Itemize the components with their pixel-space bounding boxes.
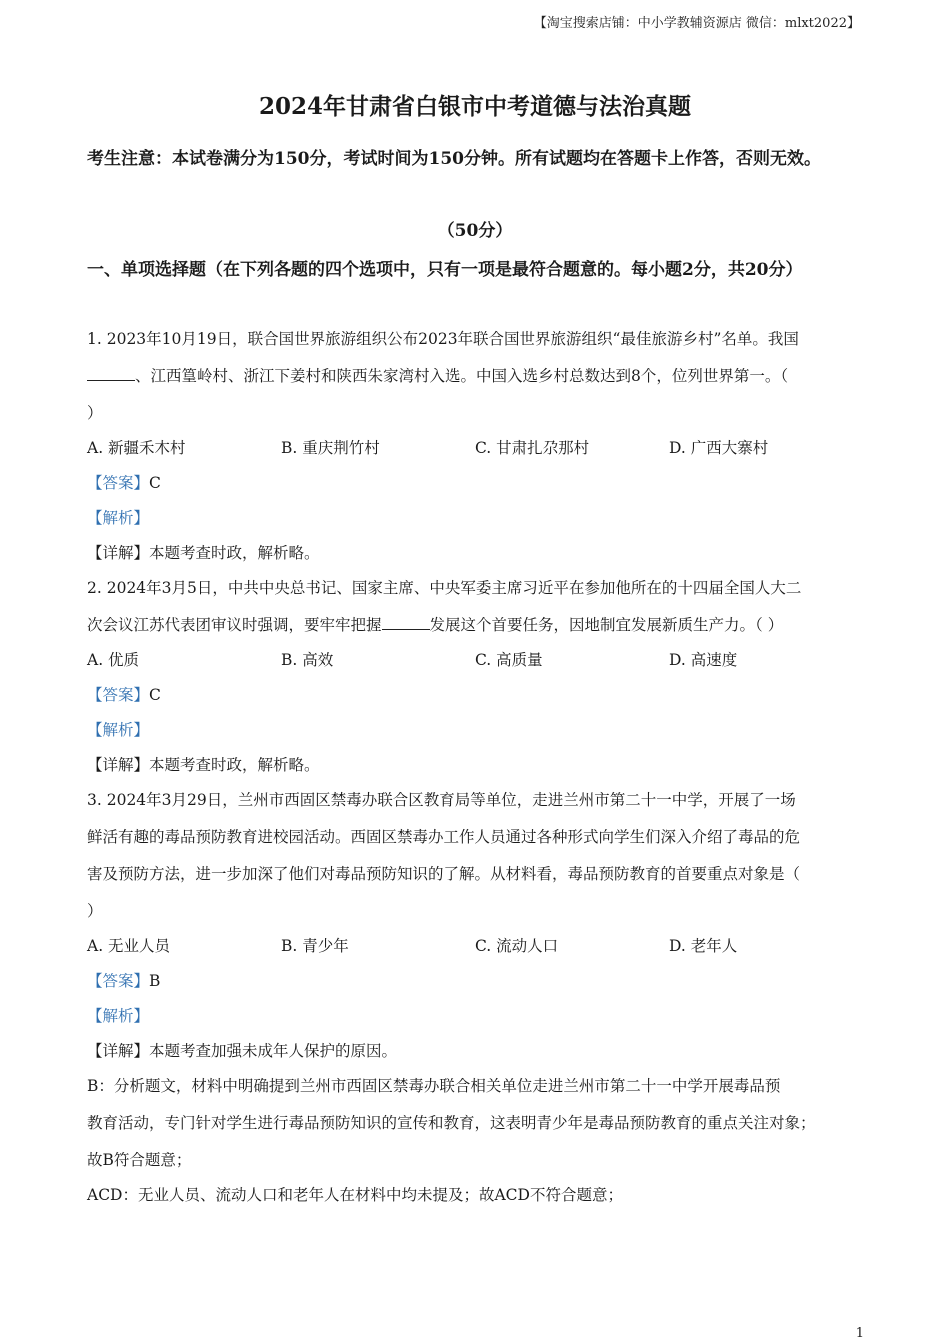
q1-detail: 【详解】本题考查时政，解析略。: [87, 544, 320, 562]
answer-blank: [382, 614, 430, 630]
q3-explanation-line1: B：分析题文，材料中明确提到兰州市西固区禁毒办联合相关单位走进兰州市第二十一中学开展毒品预: [87, 1077, 781, 1095]
q3-explanation-line2: 教育活动，专门针对学生进行毒品预防知识的宣传和教育，这表明青少年是毒品预防教育的重点关注对象；: [87, 1114, 816, 1132]
q2-option-d: D. 高速度: [669, 651, 738, 669]
q3-stem-line3: 害及预防方法，进一步加深了他们对毒品预防知识的了解。从材料看，毒品预防教育的首要重点对象是（: [87, 865, 801, 883]
q3-option-a: A. 无业人员: [87, 937, 171, 955]
q2-option-c: C. 高质量: [475, 651, 543, 669]
q1-answer: 【答案】C: [87, 474, 161, 492]
q3-option-d: D. 老年人: [669, 937, 738, 955]
q1-option-d: D. 广西大寨村: [669, 439, 769, 457]
q2-answer: 【答案】C: [87, 686, 161, 704]
q2-detail: 【详解】本题考查时政，解析略。: [87, 756, 320, 774]
q3-stem-line1: 3. 2024年3月29日，兰州市西固区禁毒办联合区教育局等单位，走进兰州市第二十一中学，开展了一场: [87, 791, 796, 809]
q3-option-c: C. 流动人口: [475, 937, 559, 955]
q1-analysis: 【解析】: [87, 509, 150, 527]
page-number: 1: [855, 1326, 864, 1341]
q1-stem-line2: 、江西篁岭村、浙江下姜村和陕西朱家湾村入选。中国入选乡村总数达到8个，位列世界第一。（: [87, 365, 867, 387]
q1-option-c: C. 甘肃扎尕那村: [475, 439, 590, 457]
q2-analysis: 【解析】: [87, 721, 150, 739]
q3-stem-line4: ）: [87, 902, 103, 920]
exam-notice: 考生注意：本试卷满分为150分，考试时间为150分钟。所有试题均在答题卡上作答，否则无效。: [87, 149, 821, 169]
answer-blank: [87, 365, 135, 381]
q2-stem-line1: 2. 2024年3月5日，中共中央总书记、国家主席、中央军委主席习近平在参加他所在的十四届全国人大二: [87, 579, 802, 597]
q3-option-b: B. 青少年: [281, 937, 349, 955]
header-note: 【淘宝搜索店铺：中小学教辅资源店 微信：mlxt2022】: [533, 16, 860, 31]
q2-stem-line2: 次会议江苏代表团审议时强调，要牢牢把握 发展这个首要任务，因地制宜发展新质生产力。（ ）: [87, 616, 784, 634]
page-title: 2024年甘肃省白银市中考道德与法治真题: [258, 93, 691, 120]
q3-explanation-line4: ACD：无业人员、流动人口和老年人在材料中均未提及；故ACD不符合题意；: [87, 1186, 623, 1204]
q3-stem-line2: 鲜活有趣的毒品预防教育进校园活动。西固区禁毒办工作人员通过各种形式向学生们深入介绍了毒品的危: [87, 828, 801, 846]
q1-option-b: B. 重庆荆竹村: [281, 439, 380, 457]
q1-stem-line3: ）: [87, 404, 103, 422]
q3-explanation-line3: 故B符合题意；: [87, 1151, 192, 1169]
q1-stem-line1: 1. 2023年10月19日，联合国世界旅游组织公布2023年联合国世界旅游组织“最佳旅游乡村”名单。我国: [87, 330, 799, 348]
q1-option-a: A. 新疆禾木村: [87, 439, 186, 457]
q2-option-b: B. 高效: [281, 651, 334, 669]
section-heading: 一、单项选择题（在下列各题的四个选项中，只有一项是最符合题意的。每小题2分，共20分）: [87, 260, 803, 280]
q3-analysis: 【解析】: [87, 1007, 150, 1025]
q2-option-a: A. 优质: [87, 651, 140, 669]
q3-answer: 【答案】B: [87, 972, 161, 990]
q3-detail: 【详解】本题考查加强未成年人保护的原因。: [87, 1042, 398, 1060]
section-score: （50分）: [437, 221, 513, 241]
